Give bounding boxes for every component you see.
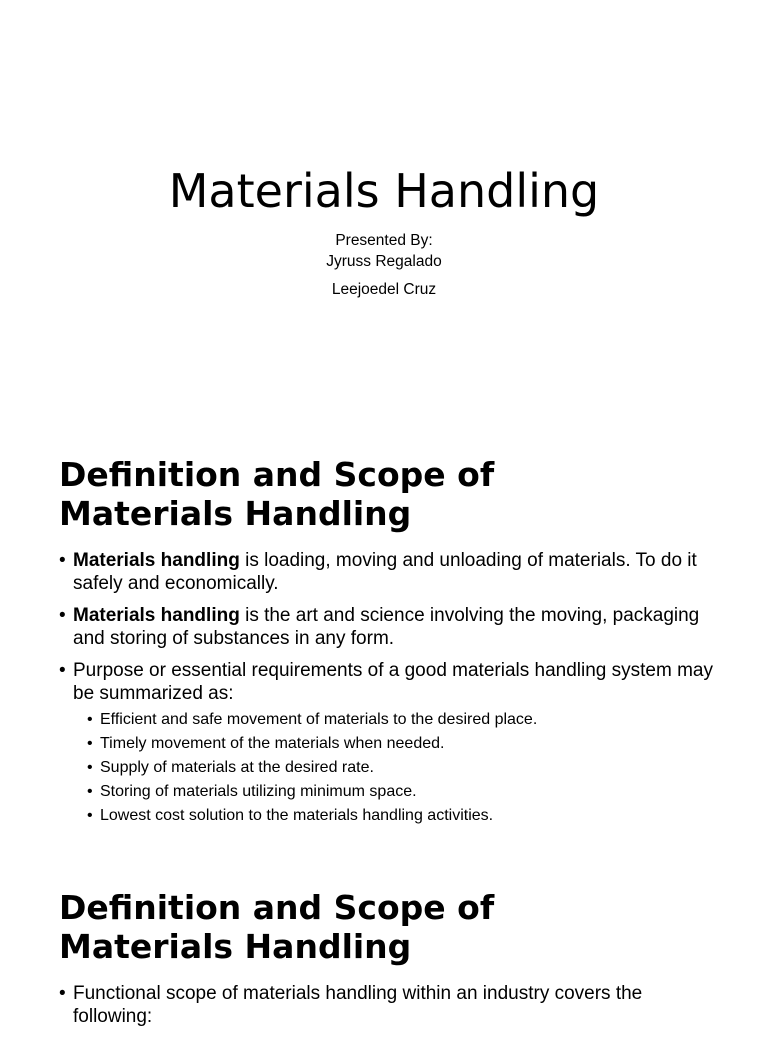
presentation-title: Materials Handling bbox=[168, 164, 600, 218]
bullet-text: Functional scope of materials handling within an industry covers the following: bbox=[73, 983, 643, 1027]
slide-heading-line: Definition and Scope of bbox=[59, 455, 495, 494]
bullet-list bbox=[59, 982, 719, 1037]
bullet-item bbox=[59, 604, 719, 650]
presented-by-label: Presented By: bbox=[335, 232, 433, 249]
sub-bullet-item: • Storing of materials utilizing minimum space. bbox=[87, 780, 719, 804]
bullet-text: is the art and science involving the moving, packaging and storing of substances in any form. bbox=[73, 605, 700, 649]
presenter-block bbox=[0, 230, 768, 300]
bullet-text: Purpose or essential requirements of a good materials handling system may be summarized as: bbox=[73, 660, 713, 704]
content-slide bbox=[0, 888, 768, 1027]
sub-bullet-item: • Supply of materials at the desired rate. bbox=[87, 756, 719, 780]
bullet-item bbox=[59, 549, 719, 595]
presenter-name: Leejoedel Cruz bbox=[331, 281, 437, 298]
sub-bullet-item: • Lowest cost solution to the materials handling activities. bbox=[87, 804, 719, 828]
presenter-name: Jyruss Regalado bbox=[326, 253, 442, 270]
slide-heading-line: Materials Handling bbox=[59, 494, 412, 533]
sub-bullet-item: • Efficient and safe movement of materials to the desired place. bbox=[87, 708, 719, 732]
sub-bullet-list bbox=[87, 708, 719, 828]
bullet-item bbox=[59, 982, 719, 1028]
bullet-term: Materials handling bbox=[73, 550, 240, 571]
bullet-text: is loading, moving and unloading of materials. To do it safely and economically. bbox=[73, 550, 697, 594]
slide-heading bbox=[59, 455, 719, 533]
title-slide bbox=[0, 0, 768, 420]
slide-heading-line: Materials Handling bbox=[59, 927, 412, 966]
slide-heading-line: Definition and Scope of bbox=[59, 888, 495, 927]
sub-bullet-item: • Timely movement of the materials when needed. bbox=[87, 732, 719, 756]
content-slide bbox=[0, 455, 768, 855]
bullet-term: Materials handling bbox=[73, 605, 240, 626]
bullet-list bbox=[59, 549, 719, 837]
slide-heading bbox=[59, 888, 719, 966]
bullet-item bbox=[59, 659, 719, 828]
